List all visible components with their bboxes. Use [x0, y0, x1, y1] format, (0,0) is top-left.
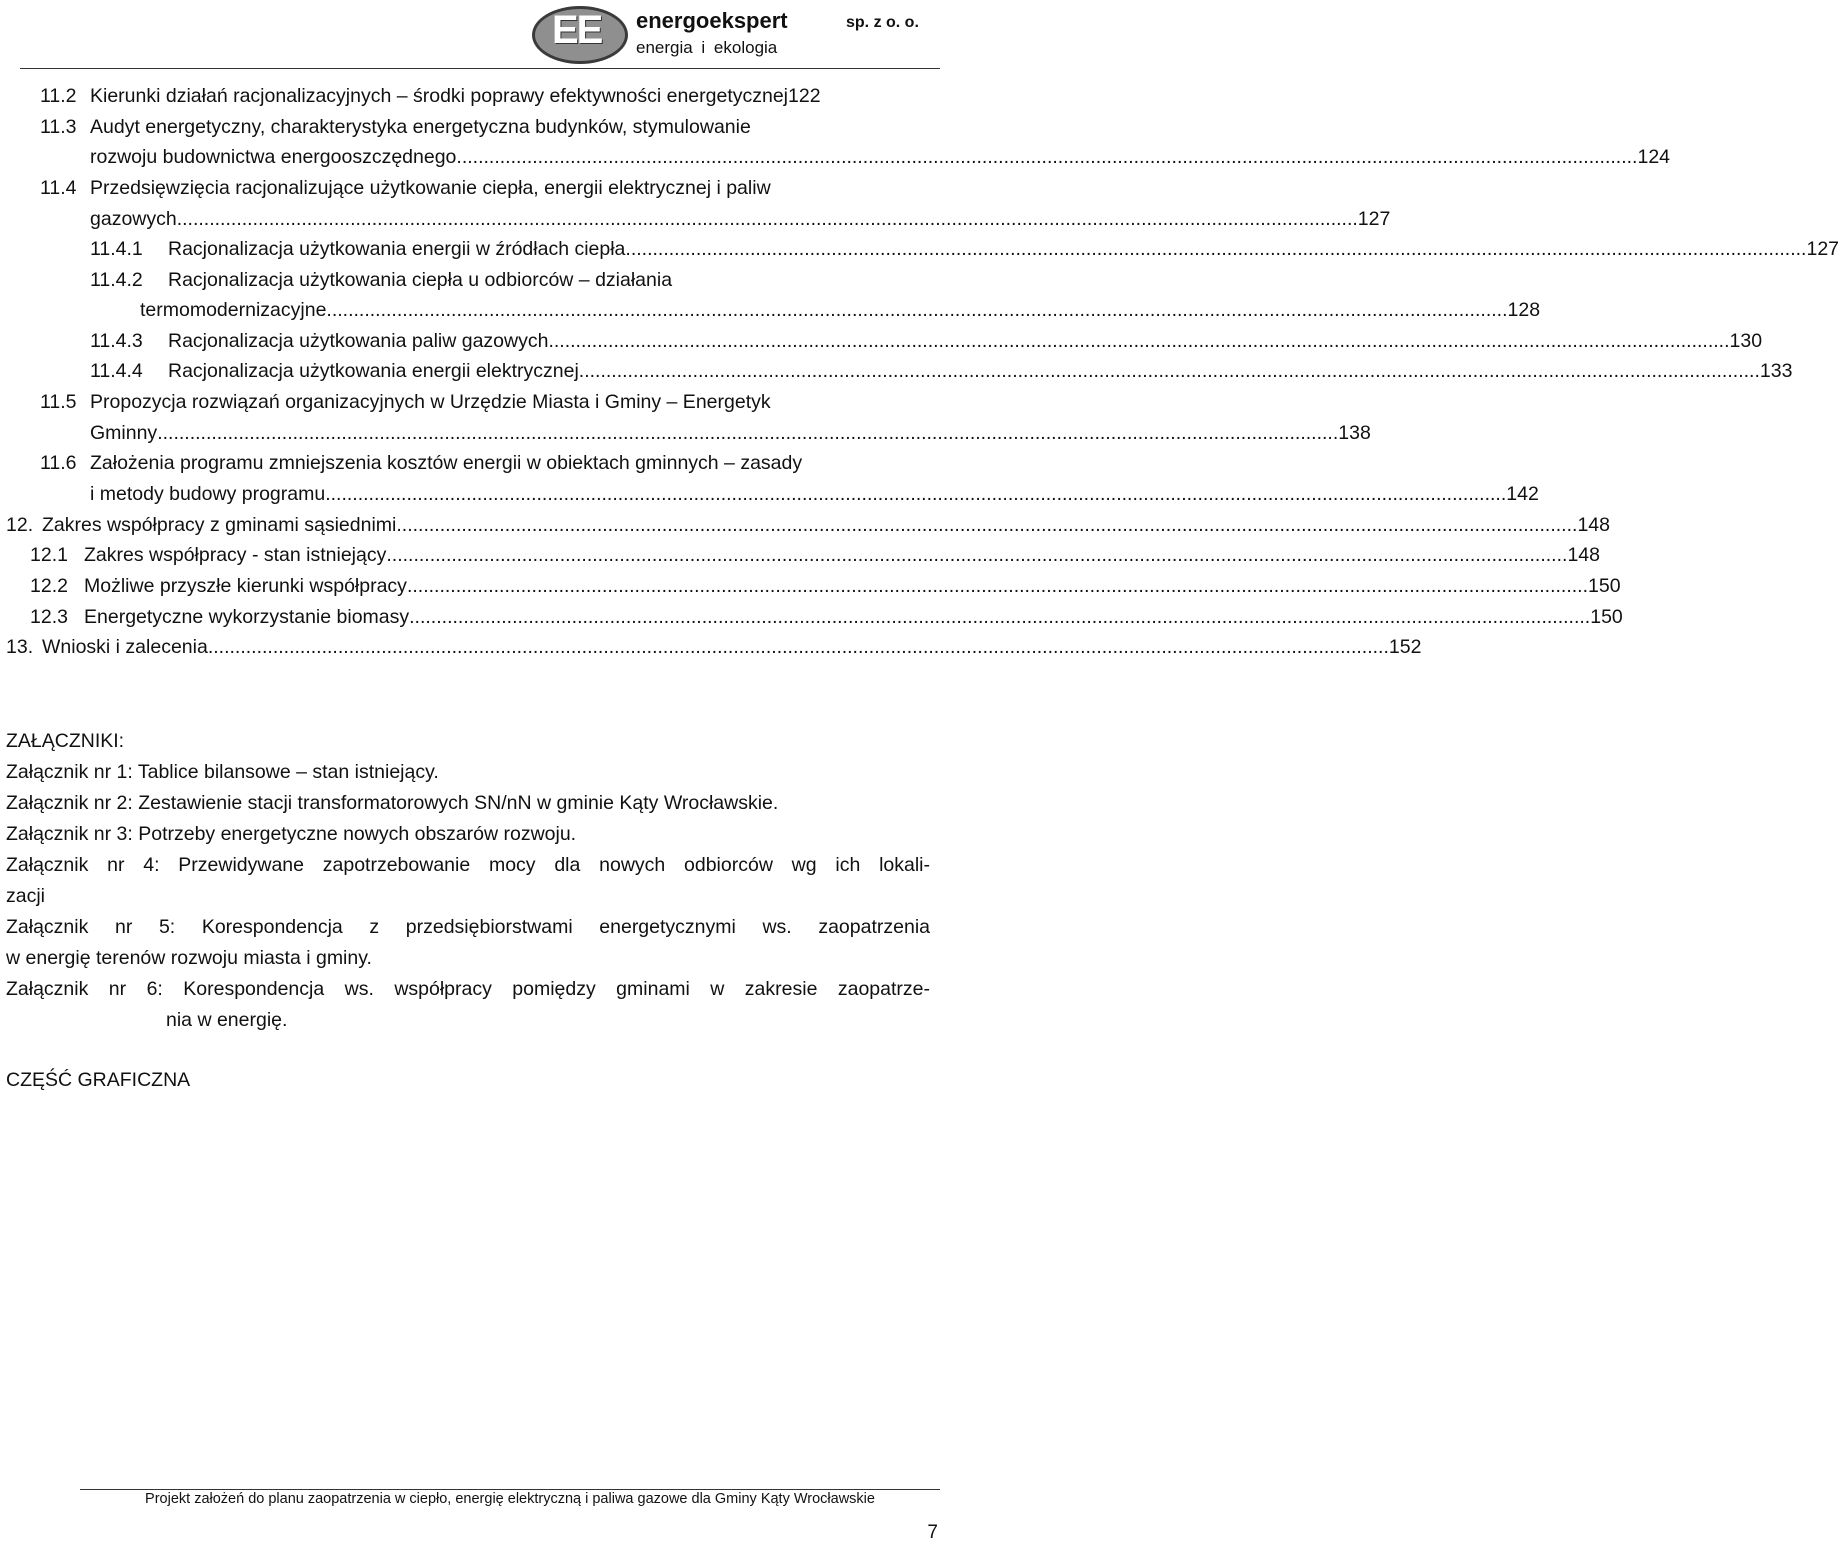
footer-title: Projekt założeń do planu zaopatrzenia w ciepło, energię elektryczną i paliwa gazowe dla Gminy Kąty Wrocławskie	[145, 1491, 875, 1507]
header-divider	[20, 68, 940, 69]
toc-entry-number: 12.3	[30, 606, 68, 628]
toc-entry: 11.4.3 Racjonalizacja użytkowania paliw gazowych .......................................................................................................................................................................................................................... 130	[90, 330, 1763, 352]
toc-entry-number: 11.2	[40, 85, 77, 107]
toc-entry: 12. Zakres współpracy z gminami sąsiednimi .......................................................................................................................................................................................................................... 148	[6, 514, 1610, 536]
annex-item-continuation: w energię terenów rozwoju miasta i gminy.	[6, 947, 372, 969]
annex-item-continuation: zacji	[6, 885, 46, 907]
toc-entry-title: Audyt energetyczny, charakterystyka energetyczna budynków, stymulowanie	[90, 116, 751, 138]
toc-entry-page: 148	[1567, 544, 1600, 566]
toc-entry-page: 122	[788, 85, 821, 107]
toc-entry-number: 11.4	[40, 177, 77, 199]
toc-entry-title: Przedsięwzięcia racjonalizujące użytkowanie ciepła, energii elektrycznej i paliw	[90, 177, 771, 199]
toc-entry-continuation: gazowych .......................................................................................................................................................................................................................... 127	[90, 208, 1391, 230]
graphic-part-heading: CZĘŚĆ GRAFICZNA	[6, 1069, 191, 1091]
toc-entry-number: 12.2	[30, 575, 68, 597]
toc-entry-continuation: i metody budowy programu .......................................................................................................................................................................................................................... 142	[90, 483, 1539, 505]
toc-entry-title: Energetyczne wykorzystanie biomasy	[84, 606, 410, 628]
toc-entry-page: 150	[1590, 606, 1623, 628]
toc-entry-title: Kierunki działań racjonalizacyjnych – środki poprawy efektywności energetycznej	[90, 85, 789, 107]
company-name: energoekspert	[636, 8, 788, 33]
toc-entry-page: 142	[1506, 483, 1539, 505]
toc-entry-number: 13.	[6, 636, 34, 658]
toc-entry-number: 11.3	[40, 116, 77, 138]
toc-entry: 12.1 Zakres współpracy - stan istniejący .......................................................................................................................................................................................................................... 148	[30, 544, 1600, 566]
toc-entry	[40, 450, 940, 476]
toc-entry	[40, 389, 940, 415]
toc-entry-page: 133	[1759, 360, 1793, 382]
toc-entry-continuation: termomodernizacyjne .......................................................................................................................................................................................................................... 128	[140, 299, 1541, 321]
toc-entry-title: termomodernizacyjne	[140, 299, 327, 321]
toc-entry-title: Racjonalizacja użytkowania ciepła u odbiorców – działania	[168, 269, 673, 291]
toc-entry: 13. Wnioski i zalecenia .......................................................................................................................................................................................................................... 152	[6, 636, 1422, 658]
toc-entry-number: 11.4.4	[90, 360, 143, 382]
toc-entry-page: 152	[1388, 636, 1422, 658]
toc-entry	[40, 175, 940, 201]
annex-item: Załącznik nr 5: Korespondencja z przedsiębiorstwami energetycznymi ws. zaopatrzenia	[6, 916, 930, 938]
page-number: 7	[927, 1522, 938, 1543]
toc-entry-page: 138	[1338, 422, 1371, 444]
toc-entry-title: Racjonalizacja użytkowania energii w źródłach ciepła	[168, 238, 626, 260]
toc-entry-number: 11.4.1	[90, 238, 143, 260]
annex-item: Załącznik nr 6: Korespondencja ws. współpracy pomiędzy gminami w zakresie zaopatrze-	[6, 978, 930, 1000]
toc-entry-number: 12.1	[30, 544, 68, 566]
toc-entry-title: Możliwe przyszłe kierunki współpracy	[84, 575, 407, 597]
toc-entry-continuation: Gminny .......................................................................................................................................................................................................................... 138	[90, 422, 1371, 444]
toc-entry-title: Zakres współpracy z gminami sąsiednimi	[42, 514, 397, 536]
toc-entry-title: Propozycja rozwiązań organizacyjnych w Urzędzie Miasta i Gminy – Energetyk	[90, 391, 771, 413]
company-tagline: energia i ekologia	[636, 38, 778, 57]
company-form: sp. z o. o.	[846, 14, 919, 31]
toc-entry-number: 12.	[6, 514, 34, 536]
toc-entry-title: Zakres współpracy - stan istniejący	[84, 544, 387, 566]
toc-entry-number: 11.5	[40, 391, 77, 413]
toc-entry: 12.3 Energetyczne wykorzystanie biomasy .......................................................................................................................................................................................................................... 150	[30, 606, 1623, 628]
toc-entry-title: Wnioski i zalecenia	[42, 636, 208, 658]
toc-entry-number: 11.4.2	[90, 269, 143, 291]
toc-entry	[40, 114, 940, 140]
toc-entry-page: 128	[1507, 299, 1541, 321]
toc-entry-title: Racjonalizacja użytkowania paliw gazowych	[168, 330, 549, 352]
toc-entry-title: Racjonalizacja użytkowania energii elektrycznej	[168, 360, 579, 382]
toc-entry: 12.2 Możliwe przyszłe kierunki współpracy .......................................................................................................................................................................................................................... 150	[30, 575, 1621, 597]
annex-item: Załącznik nr 1: Tablice bilansowe – stan istniejący.	[6, 761, 439, 783]
company-logo	[528, 4, 948, 68]
toc-entry-title: Gminny	[90, 422, 158, 444]
annex-item: Załącznik nr 2: Zestawienie stacji transformatorowych SN/nN w gminie Kąty Wrocławskie.	[6, 792, 779, 814]
toc-entry-page: 127	[1357, 208, 1391, 230]
toc-entry-page: 124	[1637, 146, 1671, 168]
annex-item: Załącznik nr 4: Przewidywane zapotrzebowanie mocy dla nowych odbiorców wg ich lokali-	[6, 854, 930, 876]
logo-mark: EE	[552, 8, 602, 52]
toc-entry-number: 11.4.3	[90, 330, 143, 352]
annexes-heading: ZAŁĄCZNIKI:	[6, 730, 125, 752]
toc-entry-title: Założenia programu zmniejszenia kosztów energii w obiektach gminnych – zasady	[90, 452, 803, 474]
toc-entry-page: 148	[1577, 514, 1610, 536]
annex-item-continuation: nia w energię.	[166, 1009, 288, 1031]
footer-divider	[80, 1489, 940, 1490]
annex-item: Załącznik nr 3: Potrzeby energetyczne nowych obszarów rozwoju.	[6, 823, 577, 845]
toc-entry-continuation: rozwoju budownictwa energooszczędnego .......................................................................................................................................................................................................................... 124	[90, 146, 1671, 168]
toc-entry	[40, 83, 954, 109]
toc-entry-page: 130	[1729, 330, 1763, 352]
toc-entry: 11.4.1 Racjonalizacja użytkowania energii w źródłach ciepła .......................................................................................................................................................................................................................... 127	[90, 238, 1839, 260]
toc-entry	[90, 267, 936, 293]
toc-entry-title: gazowych	[90, 208, 177, 230]
toc-entry-page: 150	[1588, 575, 1621, 597]
toc-entry-number: 11.6	[40, 452, 77, 474]
toc-entry-title: rozwoju budownictwa energooszczędnego	[90, 146, 457, 168]
toc-entry-page: 127	[1806, 238, 1839, 260]
toc-entry-title: i metody budowy programu	[90, 483, 326, 505]
toc-entry: 11.4.4 Racjonalizacja użytkowania energii elektrycznej .......................................................................................................................................................................................................................... 133	[90, 360, 1793, 382]
